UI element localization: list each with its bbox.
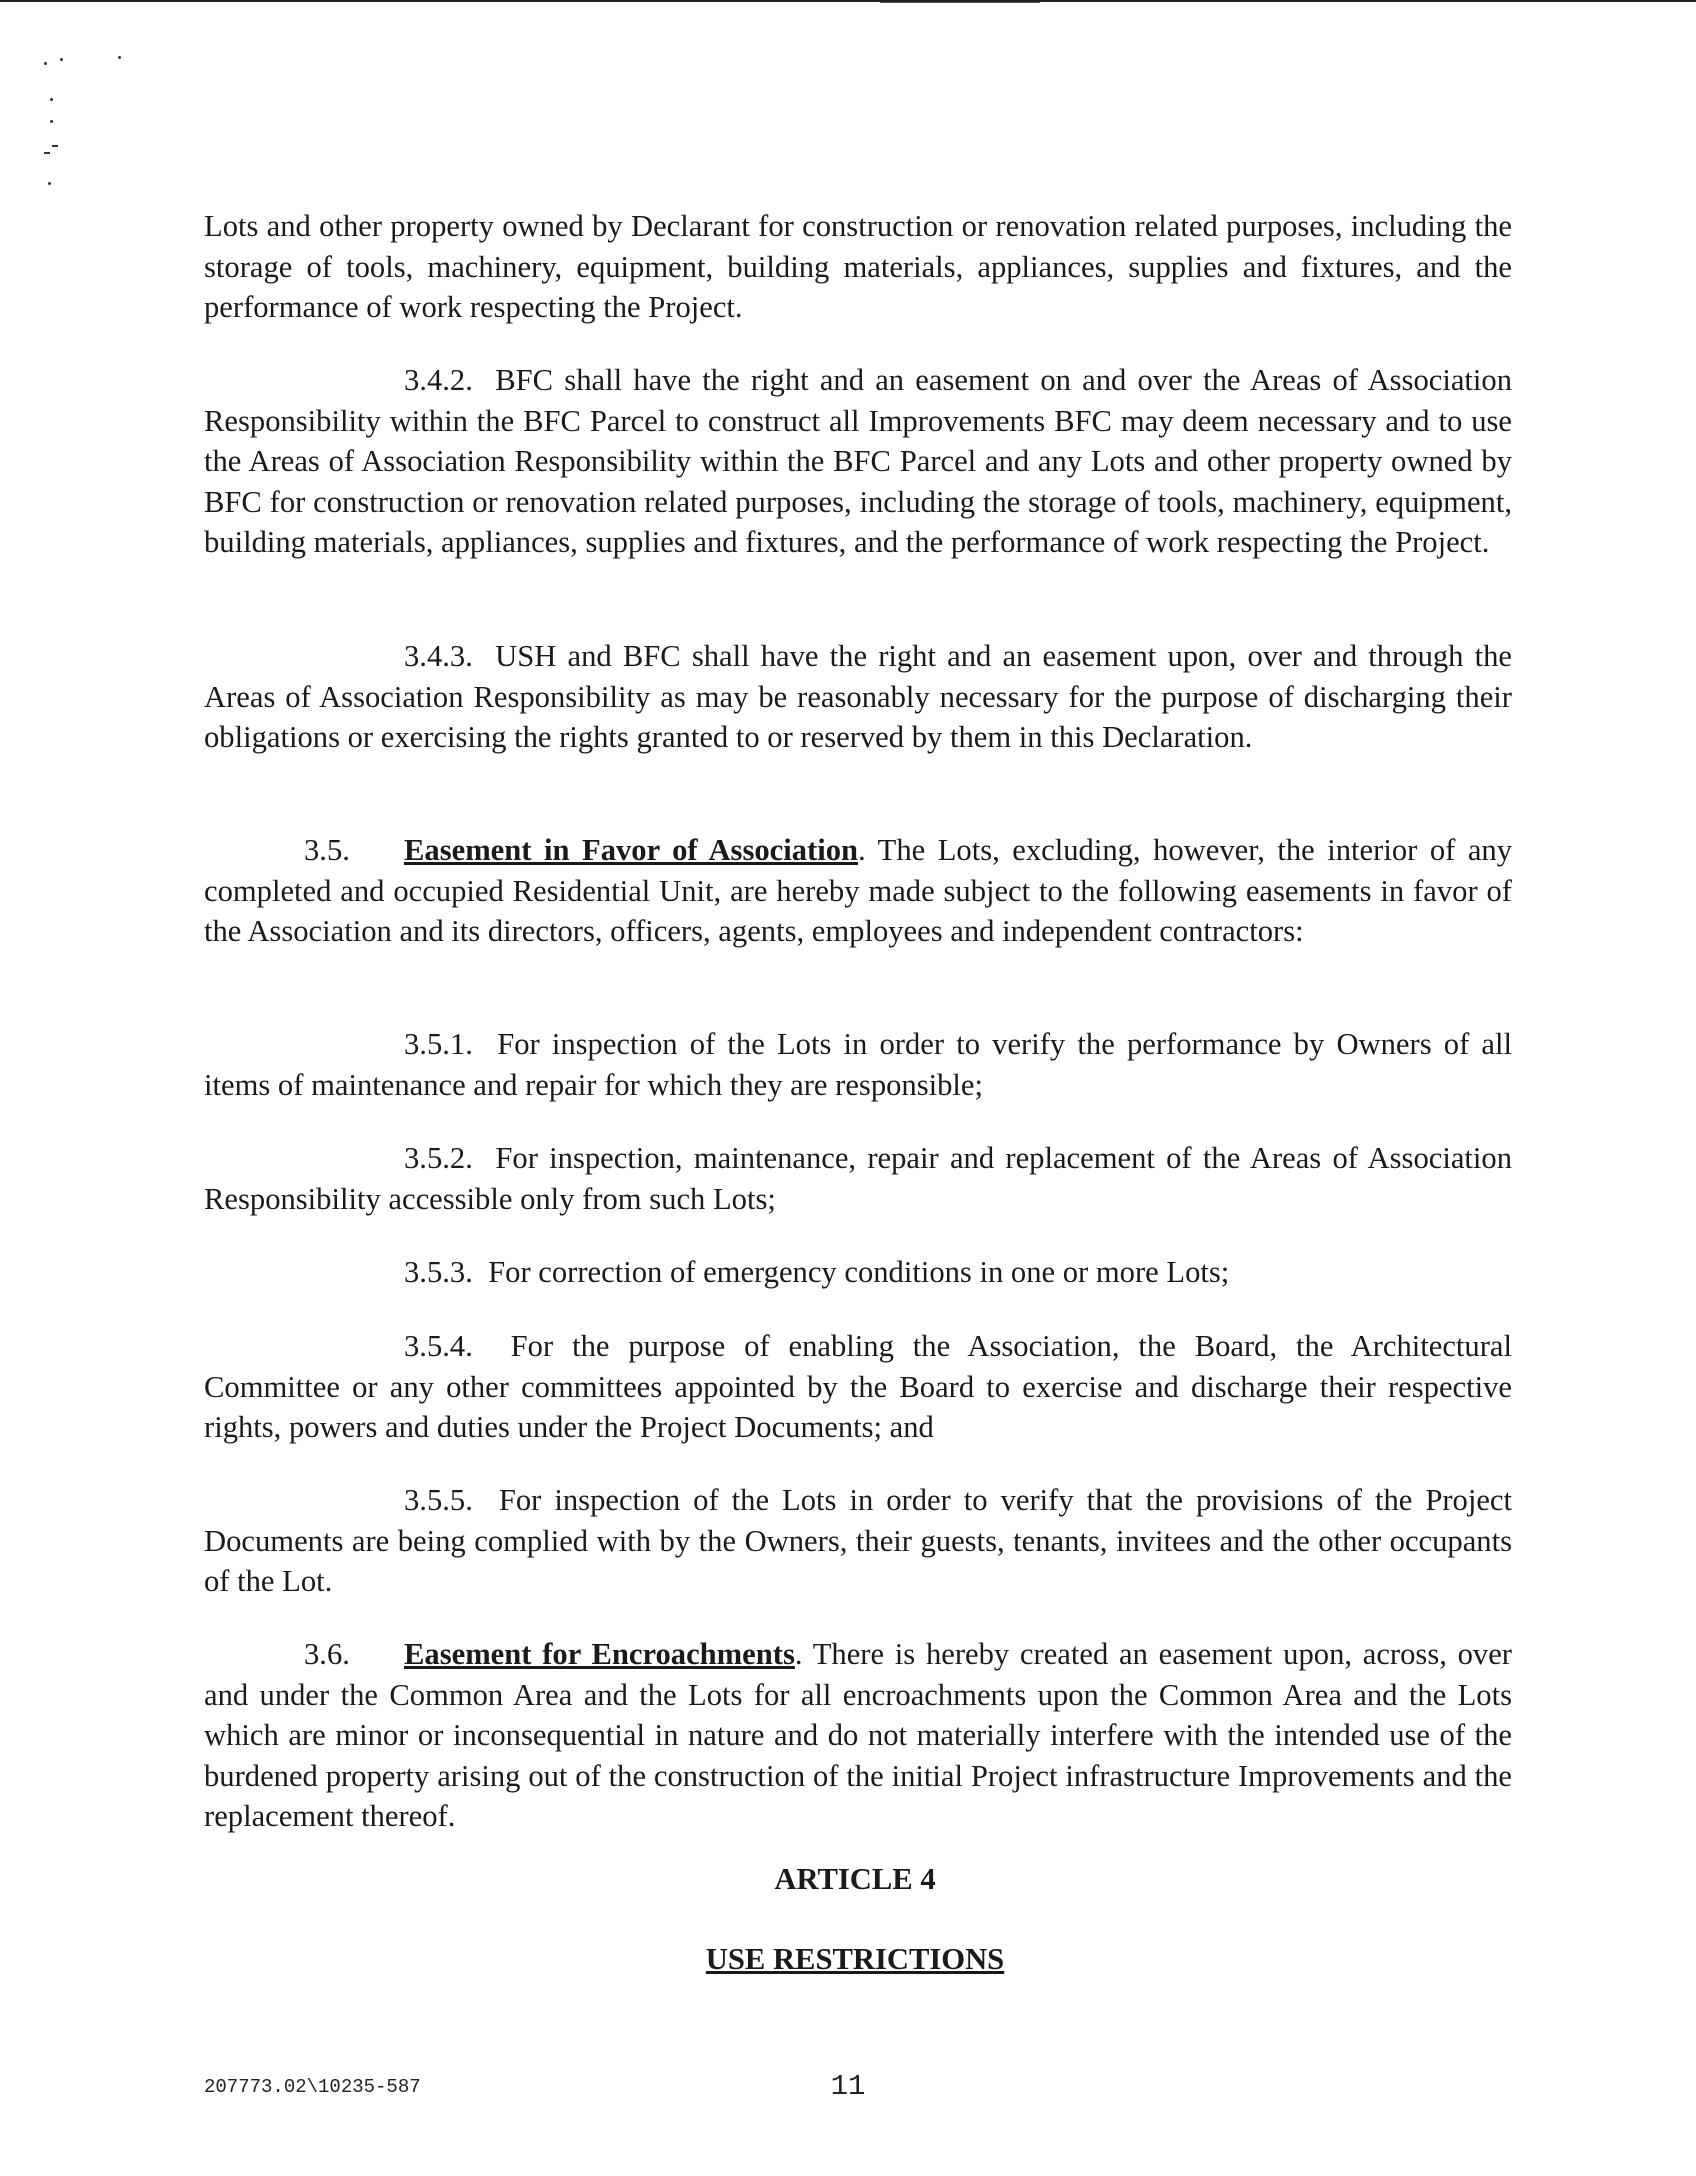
- continuation-paragraph: [204, 206, 1512, 328]
- section-number: 3.5.1.: [404, 1027, 473, 1061]
- section-paragraph: [204, 1326, 1512, 1448]
- section-text: BFC shall have the right and an easement on and over the Areas of Association Responsibility within the BFC Parcel to construct all Improvements BFC may deem necessary and to use the Areas of Association Responsibility within the BFC Parcel and any Lots and other property owned by BFC for construction or renovation related purposes, including the storage of tools, machinery, equipment, building materials, appliances, supplies and fixtures, and the performance of work respecting the Project.: [204, 363, 1512, 559]
- section-number: 3.5.2.: [404, 1141, 473, 1175]
- document-id: 207773.02\10235-587: [204, 2076, 421, 2098]
- scan-top-edge-line: [0, 0, 1696, 2]
- scan-speck: [60, 58, 63, 61]
- section-text: For inspection of the Lots in order to verify the performance by Owners of all items of maintenance and repair for which they are responsible;: [204, 1027, 1513, 1102]
- section-3-5: [204, 830, 1512, 952]
- section-number: 3.5.: [304, 833, 350, 867]
- section-paragraph: [204, 636, 1512, 758]
- section-text: . The Lots, excluding, however, the interior of any completed and occupied Residential Unit, are hereby made subject to the following easements in favor of the Association and its directors, officers, agents, employees and independent contractors:: [204, 833, 1513, 948]
- section-3-4-2: [204, 360, 1512, 563]
- section-text: USH and BFC shall have the right and an easement upon, over and through the Areas of Association Responsibility as may be reasonably necessary for the purpose of discharging their obligations or exercising the rights granted to or reserved by them in this Declaration.: [204, 639, 1512, 754]
- article-subtitle: USE RESTRICTIONS: [705, 1942, 1005, 1976]
- scan-speck: [44, 62, 47, 65]
- section-heading: Easement in Favor of Association: [404, 833, 859, 867]
- section-paragraph: [204, 360, 1512, 563]
- scan-speck: [48, 182, 51, 185]
- scan-speck: [44, 152, 50, 154]
- section-paragraph: [204, 1480, 1512, 1602]
- scan-speck: [50, 98, 53, 101]
- section-text: For inspection, maintenance, repair and replacement of the Areas of Association Responsibility accessible only from such Lots;: [204, 1141, 1512, 1216]
- scan-speck: [50, 120, 53, 123]
- section-paragraph: [204, 1252, 1512, 1293]
- scan-edge-mark: [880, 2, 1040, 3]
- section-number: 3.4.2.: [404, 363, 473, 397]
- scan-speck: [118, 56, 121, 59]
- section-number: 3.5.5.: [404, 1483, 473, 1517]
- scan-speck: [52, 145, 58, 147]
- section-number: 3.6.: [304, 1637, 350, 1671]
- section-3-5-5: [204, 1480, 1512, 1602]
- section-3-5-2: [204, 1138, 1512, 1219]
- page-number: 11: [830, 2070, 866, 2103]
- section-text: For inspection of the Lots in order to verify that the provisions of the Project Documents are being complied with by the Owners, their guests, tenants, invitees and the other occupants of the Lot.: [204, 1483, 1512, 1598]
- section-3-5-1: [204, 1024, 1512, 1105]
- section-number: 3.5.4.: [404, 1329, 473, 1363]
- section-paragraph: [204, 1024, 1512, 1105]
- section-number: 3.4.3.: [404, 639, 473, 673]
- section-3-6: [204, 1634, 1512, 1837]
- section-3-5-3: [204, 1252, 1512, 1293]
- section-paragraph: [204, 1634, 1512, 1837]
- section-paragraph: [204, 830, 1512, 952]
- section-3-5-4: [204, 1326, 1512, 1448]
- section-text: . There is hereby created an easement upon, across, over and under the Common Area and the Lots for all encroachments upon the Common Area and the Lots which are minor or inconsequential in nature and do not materially interfere with the intended use of the burdened property arising out of the construction of the initial Project infrastructure Improvements and the replacement thereof.: [204, 1637, 1512, 1833]
- section-number: 3.5.3.: [404, 1255, 473, 1289]
- section-paragraph: [204, 1138, 1512, 1219]
- section-heading: Easement for Encroachments: [404, 1637, 795, 1671]
- paragraph-text: Lots and other property owned by Declarant for construction or renovation related purposes, including the storage of tools, machinery, equipment, building materials, appliances, supplies and fixtures, and the performance of work respecting the Project.: [204, 209, 1512, 324]
- article-title: ARTICLE 4: [774, 1862, 936, 1896]
- section-text: For the purpose of enabling the Association, the Board, the Architectural Committee or any other committees appointed by the Board to exercise and discharge their respective rights, powers and duties under the Project Documents; and: [204, 1329, 1512, 1444]
- section-3-4-3: [204, 636, 1512, 758]
- section-text: For correction of emergency conditions in one or more Lots;: [488, 1255, 1230, 1289]
